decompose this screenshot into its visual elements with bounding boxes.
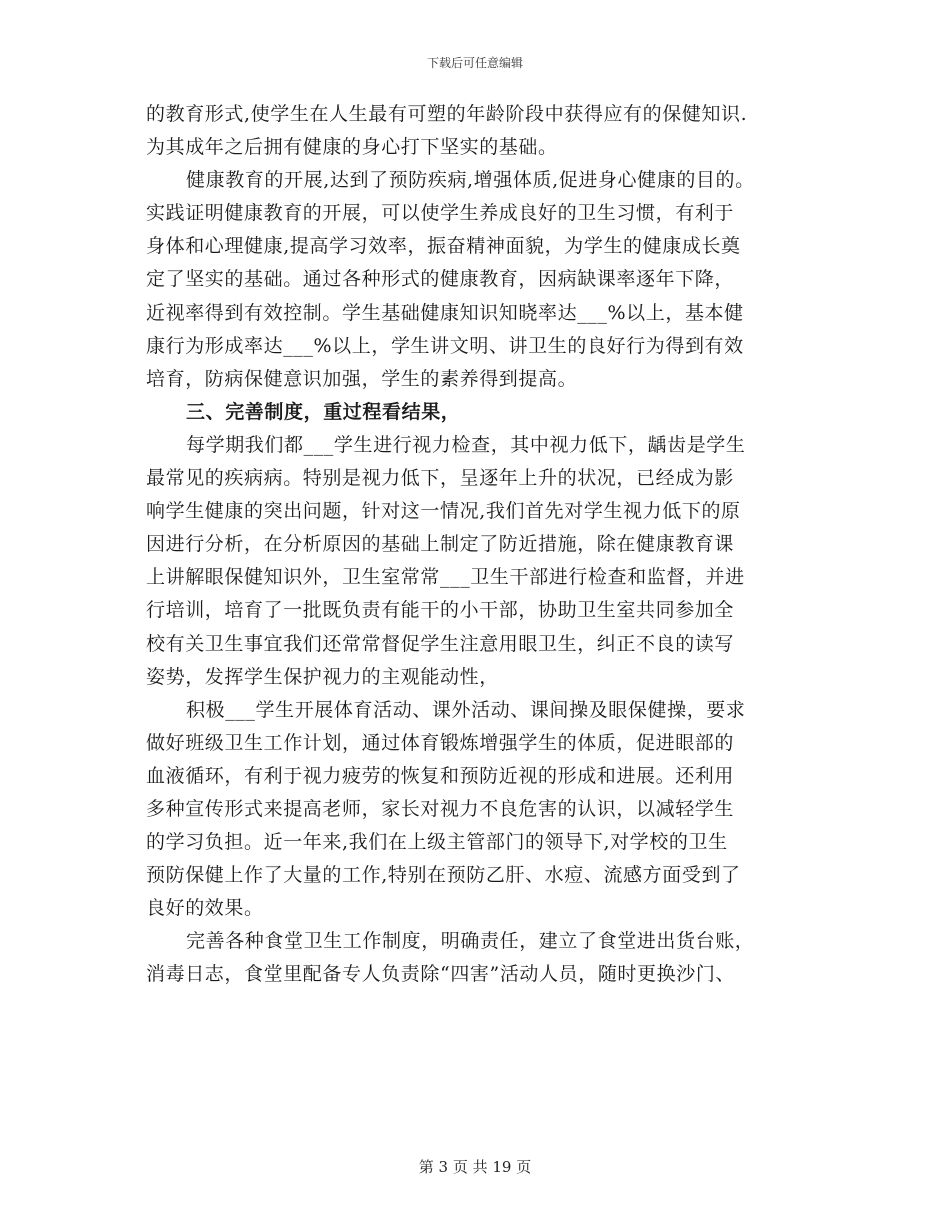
text-line: 响学生健康的突出问题，针对这一情况,我们首先对学生视力低下的原	[146, 500, 741, 523]
text-line: 行培训，培育了一批既负责有能干的小干部，协助卫生室共同参加全	[146, 599, 735, 622]
text-line: 校有关卫生事宜我们还常常督促学生注意用眼卫生，纠正不良的读写	[146, 632, 735, 655]
page-footer: 第 3 页 共 19 页	[418, 1158, 532, 1176]
text-line: 近视率得到有效控制。学生基础健康知识知晓率达___%以上，基本健	[146, 301, 744, 324]
text-line: 为其成年之后拥有健康的身心打下坚实的基础。	[146, 136, 558, 159]
text-line: 康行为形成率达___%以上，学生讲文明、讲卫生的良好行为得到有效	[146, 334, 744, 357]
text-line: 良好的效果。	[146, 897, 264, 920]
text-line: 最常见的疾病病。特别是视力低下，呈逐年上升的状况，已经成为影	[146, 467, 735, 490]
text-line: 多种宣传形式来提高老师，家长对视力不良危害的认识，以减轻学生	[146, 797, 735, 820]
text-line: 因进行分析，在分析原因的基础上制定了防近措施，除在健康教育课	[146, 533, 735, 556]
text-line: 血液循环，有利于视力疲劳的恢复和预防近视的形成和进展。还利用	[146, 764, 735, 787]
text-line: 身体和心理健康,提高学习效率，振奋精神面貌，为学生的健康成长奠	[146, 235, 741, 258]
document-body	[146, 98, 826, 992]
text-line: 培育，防病保健意识加强，学生的素养得到提高。	[146, 367, 578, 390]
section-heading: 三、完善制度，重过程看结果，	[186, 400, 461, 423]
text-line: 的教育形式,使学生在人生最有可塑的年龄阶段中获得应有的保健知识.	[146, 103, 748, 125]
text-line: 的学习负担。近一年来,我们在上级主管部门的领导下,对学校的卫生	[146, 831, 728, 854]
text-line: 消毒日志，食堂里配备专人负责除“四害”活动人员，随时更换沙门、	[146, 963, 736, 986]
paragraph-start-line: 健康教育的开展,达到了预防疾病,增强体质,促进身心健康的目的。	[186, 169, 755, 192]
text-line: 预防保健上作了大量的工作,特别在预防乙肝、水痘、流感方面受到了	[146, 864, 741, 887]
text-line: 上讲解眼保健知识外，卫生室常常___卫生干部进行检查和监督，并进	[146, 566, 745, 589]
page-header: 下载后可任意编辑	[426, 56, 523, 70]
paragraph-start-line: 每学期我们都___学生进行视力检查，其中视力低下，龋齿是学生	[186, 433, 746, 456]
text-line: 做好班级卫生工作计划，通过体育锻炼增强学生的体质，促进眼部的	[146, 731, 735, 754]
paragraph-start-line: 积极___学生开展体育活动、课外活动、课间操及眼保健操，要求	[186, 698, 746, 721]
text-line: 定了坚实的基础。通过各种形式的健康教育，因病缺课率逐年下降，	[146, 268, 735, 291]
paragraph-start-line: 完善各种食堂卫生工作制度，明确责任，建立了食堂进出货台账，	[186, 930, 755, 953]
text-line: 实践证明健康教育的开展，可以使学生养成良好的卫生习惯，有利于	[146, 202, 735, 225]
text-line: 姿势，发挥学生保护视力的主观能动性，	[146, 665, 499, 688]
